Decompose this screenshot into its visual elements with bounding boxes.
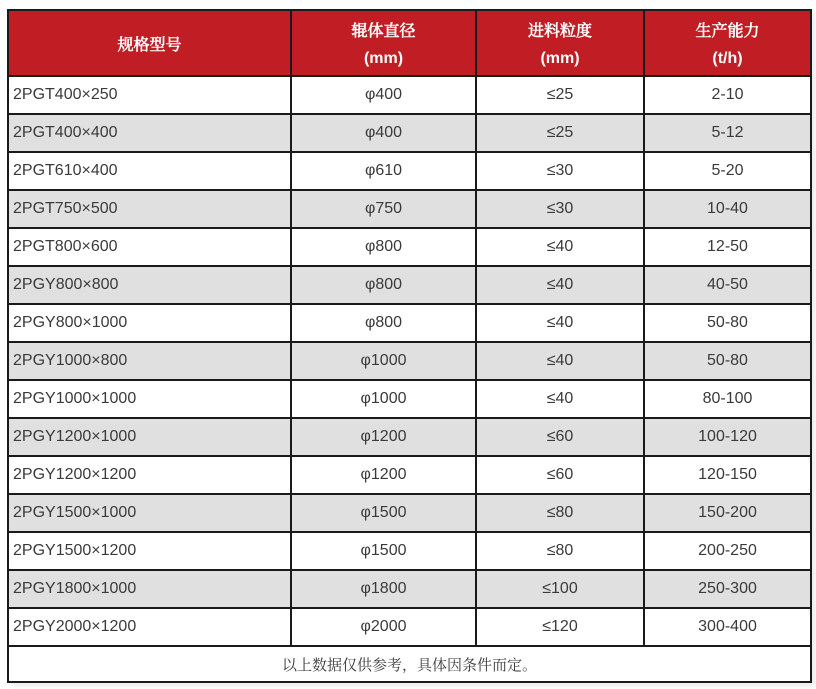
model-cell: 2PGY1200×1200 — [8, 456, 291, 494]
feed-size-cell: ≤25 — [476, 114, 644, 152]
feed-size-cell: ≤25 — [476, 76, 644, 114]
diameter-cell: φ1200 — [291, 418, 476, 456]
feed-size-cell: ≤30 — [476, 152, 644, 190]
capacity-cell: 10-40 — [644, 190, 811, 228]
feed-size-cell: ≤40 — [476, 266, 644, 304]
model-cell: 2PGY1800×1000 — [8, 570, 291, 608]
table-footer — [8, 646, 811, 682]
model-cell: 2PGY1500×1000 — [8, 494, 291, 532]
table-row — [8, 418, 811, 456]
diameter-cell: φ2000 — [291, 608, 476, 646]
column-header-roller-diameter — [291, 10, 476, 76]
column-header-spec-model — [8, 10, 291, 76]
model-cell: 2PGY800×1000 — [8, 304, 291, 342]
model-cell: 2PGY1500×1200 — [8, 532, 291, 570]
column-title: 生产能力 — [695, 23, 760, 40]
table-row — [8, 266, 811, 304]
diameter-cell: φ1000 — [291, 342, 476, 380]
column-title: 辊体直径 — [351, 23, 416, 40]
model-cell: 2PGY2000×1200 — [8, 608, 291, 646]
diameter-cell: φ800 — [291, 228, 476, 266]
capacity-cell: 50-80 — [644, 342, 811, 380]
feed-size-cell: ≤80 — [476, 532, 644, 570]
column-header-feed-size — [476, 10, 644, 76]
table-row — [8, 608, 811, 646]
model-cell: 2PGY800×800 — [8, 266, 291, 304]
table-row — [8, 570, 811, 608]
diameter-cell: φ800 — [291, 304, 476, 342]
capacity-cell: 250-300 — [644, 570, 811, 608]
diameter-cell: φ610 — [291, 152, 476, 190]
diameter-cell: φ400 — [291, 76, 476, 114]
model-cell: 2PGT750×500 — [8, 190, 291, 228]
model-cell: 2PGT800×600 — [8, 228, 291, 266]
capacity-cell: 2-10 — [644, 76, 811, 114]
diameter-cell: φ1500 — [291, 532, 476, 570]
table-row — [8, 342, 811, 380]
diameter-cell: φ1200 — [291, 456, 476, 494]
table-row — [8, 494, 811, 532]
capacity-cell: 300-400 — [644, 608, 811, 646]
diameter-cell: φ750 — [291, 190, 476, 228]
capacity-cell: 12-50 — [644, 228, 811, 266]
model-cell: 2PGY1000×800 — [8, 342, 291, 380]
table-row — [8, 304, 811, 342]
diameter-cell: φ1000 — [291, 380, 476, 418]
capacity-cell: 80-100 — [644, 380, 811, 418]
feed-size-cell: ≤120 — [476, 608, 644, 646]
capacity-cell: 40-50 — [644, 266, 811, 304]
capacity-cell: 5-20 — [644, 152, 811, 190]
table-row — [8, 532, 811, 570]
capacity-cell: 200-250 — [644, 532, 811, 570]
spec-table — [7, 9, 812, 683]
feed-size-cell: ≤30 — [476, 190, 644, 228]
feed-size-cell: ≤80 — [476, 494, 644, 532]
table-row — [8, 76, 811, 114]
footer-row — [8, 646, 811, 682]
capacity-cell: 150-200 — [644, 494, 811, 532]
table-body — [8, 76, 811, 646]
table-row — [8, 190, 811, 228]
diameter-cell: φ1800 — [291, 570, 476, 608]
capacity-cell: 120-150 — [644, 456, 811, 494]
model-cell: 2PGY1200×1000 — [8, 418, 291, 456]
model-cell: 2PGT400×400 — [8, 114, 291, 152]
feed-size-cell: ≤40 — [476, 228, 644, 266]
feed-size-cell: ≤60 — [476, 418, 644, 456]
feed-size-cell: ≤60 — [476, 456, 644, 494]
column-unit: (mm) — [540, 50, 580, 67]
column-header-capacity — [644, 10, 811, 76]
feed-size-cell: ≤40 — [476, 304, 644, 342]
column-unit: (t/h) — [712, 50, 743, 67]
table-row — [8, 228, 811, 266]
capacity-cell: 50-80 — [644, 304, 811, 342]
table-footnote: 以上数据仅供参考，具体因条件而定。 — [8, 646, 811, 682]
feed-size-cell: ≤40 — [476, 380, 644, 418]
model-cell: 2PGY1000×1000 — [8, 380, 291, 418]
capacity-cell: 5-12 — [644, 114, 811, 152]
model-cell: 2PGT400×250 — [8, 76, 291, 114]
feed-size-cell: ≤40 — [476, 342, 644, 380]
column-title: 进料粒度 — [527, 23, 592, 40]
table-row — [8, 114, 811, 152]
diameter-cell: φ800 — [291, 266, 476, 304]
column-title: 规格型号 — [117, 36, 182, 54]
header-row — [8, 10, 811, 76]
column-unit: (mm) — [363, 50, 404, 67]
capacity-cell: 100-120 — [644, 418, 811, 456]
table-row — [8, 456, 811, 494]
diameter-cell: φ1500 — [291, 494, 476, 532]
table-row — [8, 152, 811, 190]
diameter-cell: φ400 — [291, 114, 476, 152]
table-row — [8, 380, 811, 418]
table-header — [8, 10, 811, 76]
model-cell: 2PGT610×400 — [8, 152, 291, 190]
feed-size-cell: ≤100 — [476, 570, 644, 608]
